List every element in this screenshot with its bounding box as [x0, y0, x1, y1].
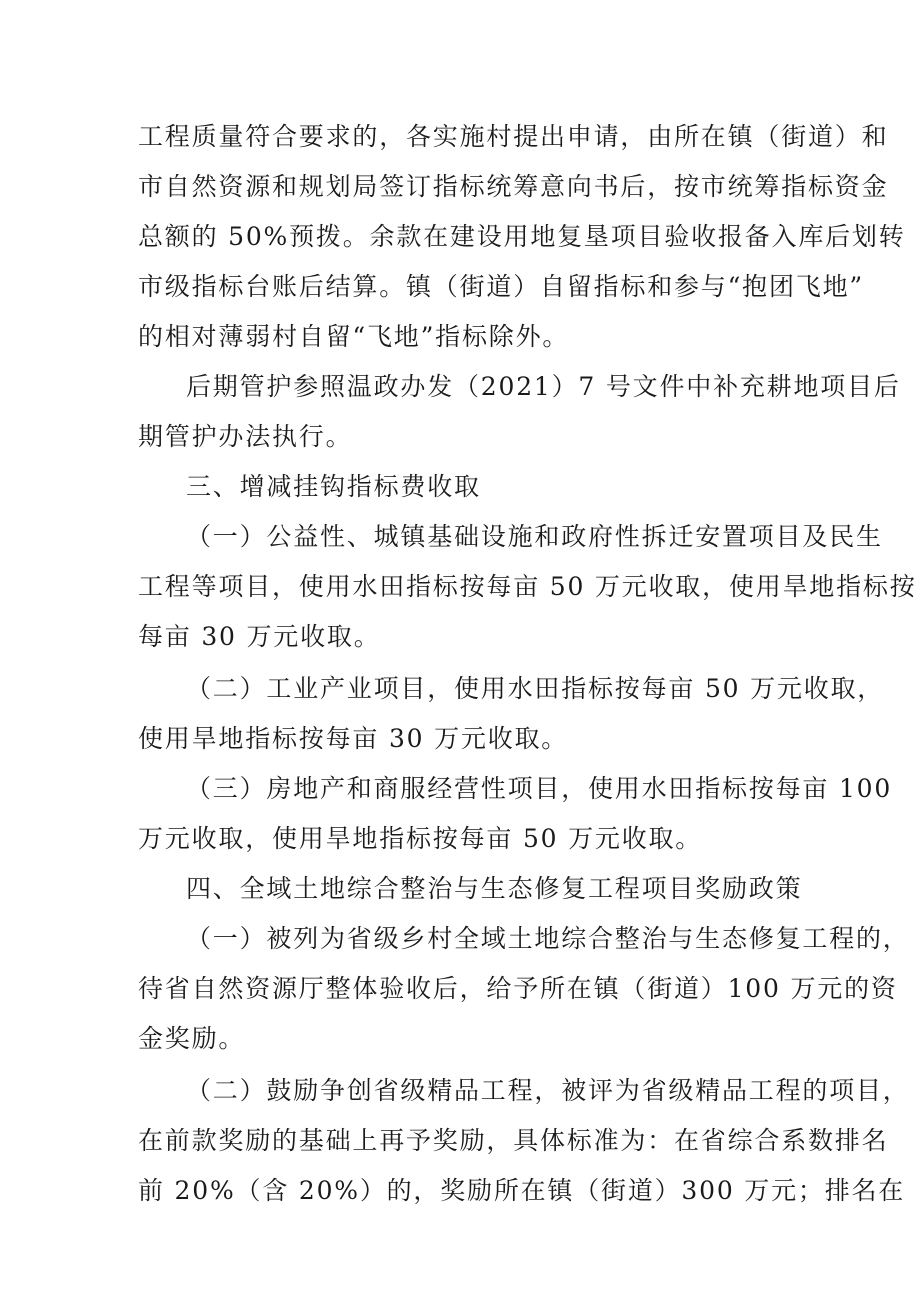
text-line: 前 20%（含 20%）的，奖励所在镇（街道）300 万元；排名在: [138, 1176, 906, 1205]
paragraph-first-line: （三）房地产和商服经营性项目，使用水田指标按每亩 100: [186, 774, 893, 803]
text-line: 在前款奖励的基础上再予奖励，具体标准为：在省综合系数排名: [138, 1126, 889, 1155]
paragraph-first-line: （一）公益性、城镇基础设施和政府性拆迁安置项目及民生: [186, 522, 883, 551]
text-line: 的相对薄弱村自留“飞地”指标除外。: [138, 322, 570, 351]
text-line: 工程质量符合要求的，各实施村提出申请，由所在镇（街道）和: [138, 122, 889, 151]
paragraph-first-line: 后期管护参照温政办发（2021）7 号文件中补充耕地项目后: [186, 372, 901, 401]
text-line: 每亩 30 万元收取。: [138, 622, 381, 651]
text-line: 万元收取，使用旱地指标按每亩 50 万元收取。: [138, 824, 703, 853]
text-line: 总额的 50%预拨。余款在建设用地复垦项目验收报备入库后划转: [138, 222, 906, 251]
paragraph-first-line: （二）鼓励争创省级精品工程，被评为省级精品工程的项目，: [186, 1076, 910, 1105]
text-line: 市级指标台账后结算。镇（街道）自留指标和参与“抱团飞地”: [138, 272, 864, 301]
text-line: 期管护办法执行。: [138, 422, 353, 451]
text-line: 金奖励。: [138, 1024, 246, 1053]
text-line: 使用旱地指标按每亩 30 万元收取。: [138, 724, 569, 753]
text-line: 市自然资源和规划局签订指标统筹意向书后，按市统筹指标资金: [138, 172, 889, 201]
paragraph-first-line: （二）工业产业项目，使用水田指标按每亩 50 万元收取，: [186, 674, 885, 703]
section-heading: 三、增减挂钩指标费收取: [186, 472, 481, 501]
text-line: 工程等项目，使用水田指标按每亩 50 万元收取，使用旱地指标按: [138, 572, 917, 601]
paragraph-first-line: （一）被列为省级乡村全域土地综合整治与生态修复工程的，: [186, 924, 910, 953]
text-line: 待省自然资源厅整体验收后，给予所在镇（街道）100 万元的资: [138, 974, 898, 1003]
section-heading: 四、全域土地综合整治与生态修复工程项目奖励政策: [186, 874, 803, 903]
